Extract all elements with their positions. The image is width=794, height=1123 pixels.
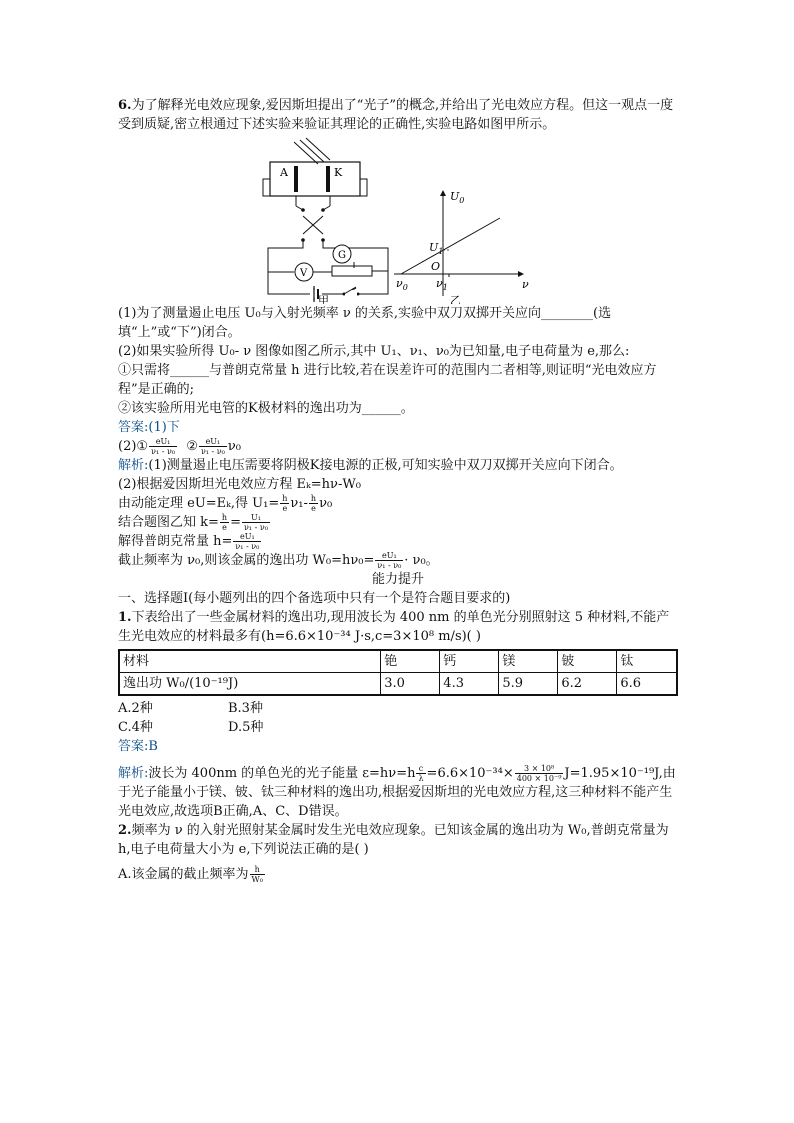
cathode-plate xyxy=(326,166,330,192)
label-O: O xyxy=(431,260,441,273)
rheostat xyxy=(332,266,372,276)
axis-x-label: ν xyxy=(522,278,529,291)
graph-line xyxy=(401,218,500,274)
label-U1: $U_1$ xyxy=(429,241,444,256)
label-nu0: $\nu_0$ xyxy=(396,277,408,292)
q6-stem-text: 为了解释光电效应现象,爱因斯坦提出了“光子”的概念,并给出了光电效应方程。但这一观点一度受到质疑,密立根通过下述实验来验证其理论的正确性,实验电路如图甲所示。 xyxy=(118,98,674,132)
q6-analysis2: (2)根据爱因斯坦光电效应方程 Eₖ=hν-W₀ xyxy=(118,477,361,492)
caption-yi: 乙 xyxy=(450,294,461,304)
label-V: V xyxy=(300,268,308,279)
q6-part1: (1)为了测量遏止电压 U₀与入射光频率 ν 的关系,实验中双刀双掷开关应向________(选填“上”或“下”)闭合。 xyxy=(118,306,612,340)
q6-analysis4: 结合题图乙知 k= $\frac{h}{e}$ = $\frac{\text{U₁}}{\text{ν₁ - ν₀}}$ xyxy=(118,513,268,532)
q6-part2: (2)如果实验所得 U₀- ν 图像如图乙所示,其中 U₁、ν₁、ν₀为已知量,电子电荷量为 e,那么: xyxy=(118,344,630,359)
q1-answer: 答案:B xyxy=(118,739,158,754)
page-content xyxy=(118,96,678,884)
option-d: D.5种 xyxy=(228,720,264,735)
anode-plate xyxy=(294,166,298,192)
q6-answer2: (2)① $\frac{\text{eU₁}}{\text{ν₁ - ν₀}}$ ② $\frac{\text{eU₁}}{\text{ν₁ - ν₀}}$ ν₀ xyxy=(118,437,241,456)
q1-stem: 1.下表给出了一些金属材料的逸出功,现用波长为 400 nm 的单色光分别照射这 5 种材料,不能产生光电效应的材料最多有(h=6.6×10⁻³⁴ J·s,c=3×10⁸ m/s)( ) xyxy=(118,610,670,644)
q1-options-ab xyxy=(118,699,678,718)
q6-stem xyxy=(118,96,678,134)
work-function-table xyxy=(118,649,678,696)
table-row: 材料 铯 钙 镁 铍 钛 xyxy=(119,650,677,673)
q6-number: 6. xyxy=(118,98,132,113)
option-c: C.4种 xyxy=(118,720,153,735)
table-row: 逸出功 W₀/(10⁻¹⁹J) 3.0 4.3 5.9 6.2 6.6 xyxy=(119,673,677,696)
axis-y-label: $U_0$ xyxy=(450,190,465,205)
q1-options-cd xyxy=(118,718,678,737)
q2-option-a: A.该金属的截止频率为 $\frac{h}{\text{W₀}}$ xyxy=(118,865,263,884)
q1-analysis: 解析:波长为 400nm 的单色光的光子能量 ε=hν=h $\frac{c}{\lambda}$ =6.6×10⁻³⁴× $\frac{\text{3 × 10⁸}}{\text{400 × 10⁻⁹}}$ J=1.95×10⁻¹⁹J,由于光子能量小于镁、铍、钛三种材料的逸出功,根据爱因斯坦的光电效应方程,这三种材料不能产生光电效应,故选项B正确,A、C、D错误。 xyxy=(118,764,676,819)
q6-figure xyxy=(118,136,678,304)
label-nu1: $\nu_1$ xyxy=(436,277,448,292)
q6-analysis6: 截止频率为 ν₀,则该金属的逸出功 W₀=hν₀= $\frac{\text{eU₁}}{\text{ν₁ - ν₀}}$ · ν₀。 xyxy=(118,551,439,570)
option-a: A.2种 xyxy=(118,701,153,716)
q6-part2b: ②该实验所用光电管的K极材料的逸出功为______。 xyxy=(118,401,414,416)
caption-jia: 甲 xyxy=(318,294,329,304)
option-b: B.3种 xyxy=(228,701,263,716)
label-A: A xyxy=(280,166,288,179)
circuit-and-graph xyxy=(118,136,678,304)
q6-analysis1: 解析:(1)测量遏止电压需要将阴极K接电源的正极,可知实验中双刀双掷开关应向下闭合。 xyxy=(118,458,623,473)
section-heading: 一、选择题Ⅰ(每小题列出的四个备选项中只有一个是符合题目要求的) xyxy=(118,591,511,606)
q6-part2a: ①只需将______与普朗克常量 h 进行比较,若在误差许可的范围内二者相等,则证明“光电效应方程”是正确的; xyxy=(118,363,657,397)
label-K: K xyxy=(334,166,343,179)
section-title: 能力提升 xyxy=(371,572,424,587)
q6-analysis3: 由动能定理 eU=Eₖ,得 U₁= $\frac{h}{e}$ ν₁- $\frac{h}{e}$ ν₀ xyxy=(118,494,333,513)
q6-analysis5: 解得普朗克常量 h= $\frac{\text{eU₁}}{\text{ν₁ - ν₀}}$ xyxy=(118,532,260,551)
label-G: G xyxy=(338,250,346,261)
q2-stem: 2.频率为 ν 的入射光照射某金属时发生光电效应现象。已知该金属的逸出功为 W₀,普朗克常量为 h,电子电荷量大小为 e,下列说法正确的是( ) xyxy=(118,823,669,857)
q6-answer: 答案:(1)下 xyxy=(118,420,180,435)
